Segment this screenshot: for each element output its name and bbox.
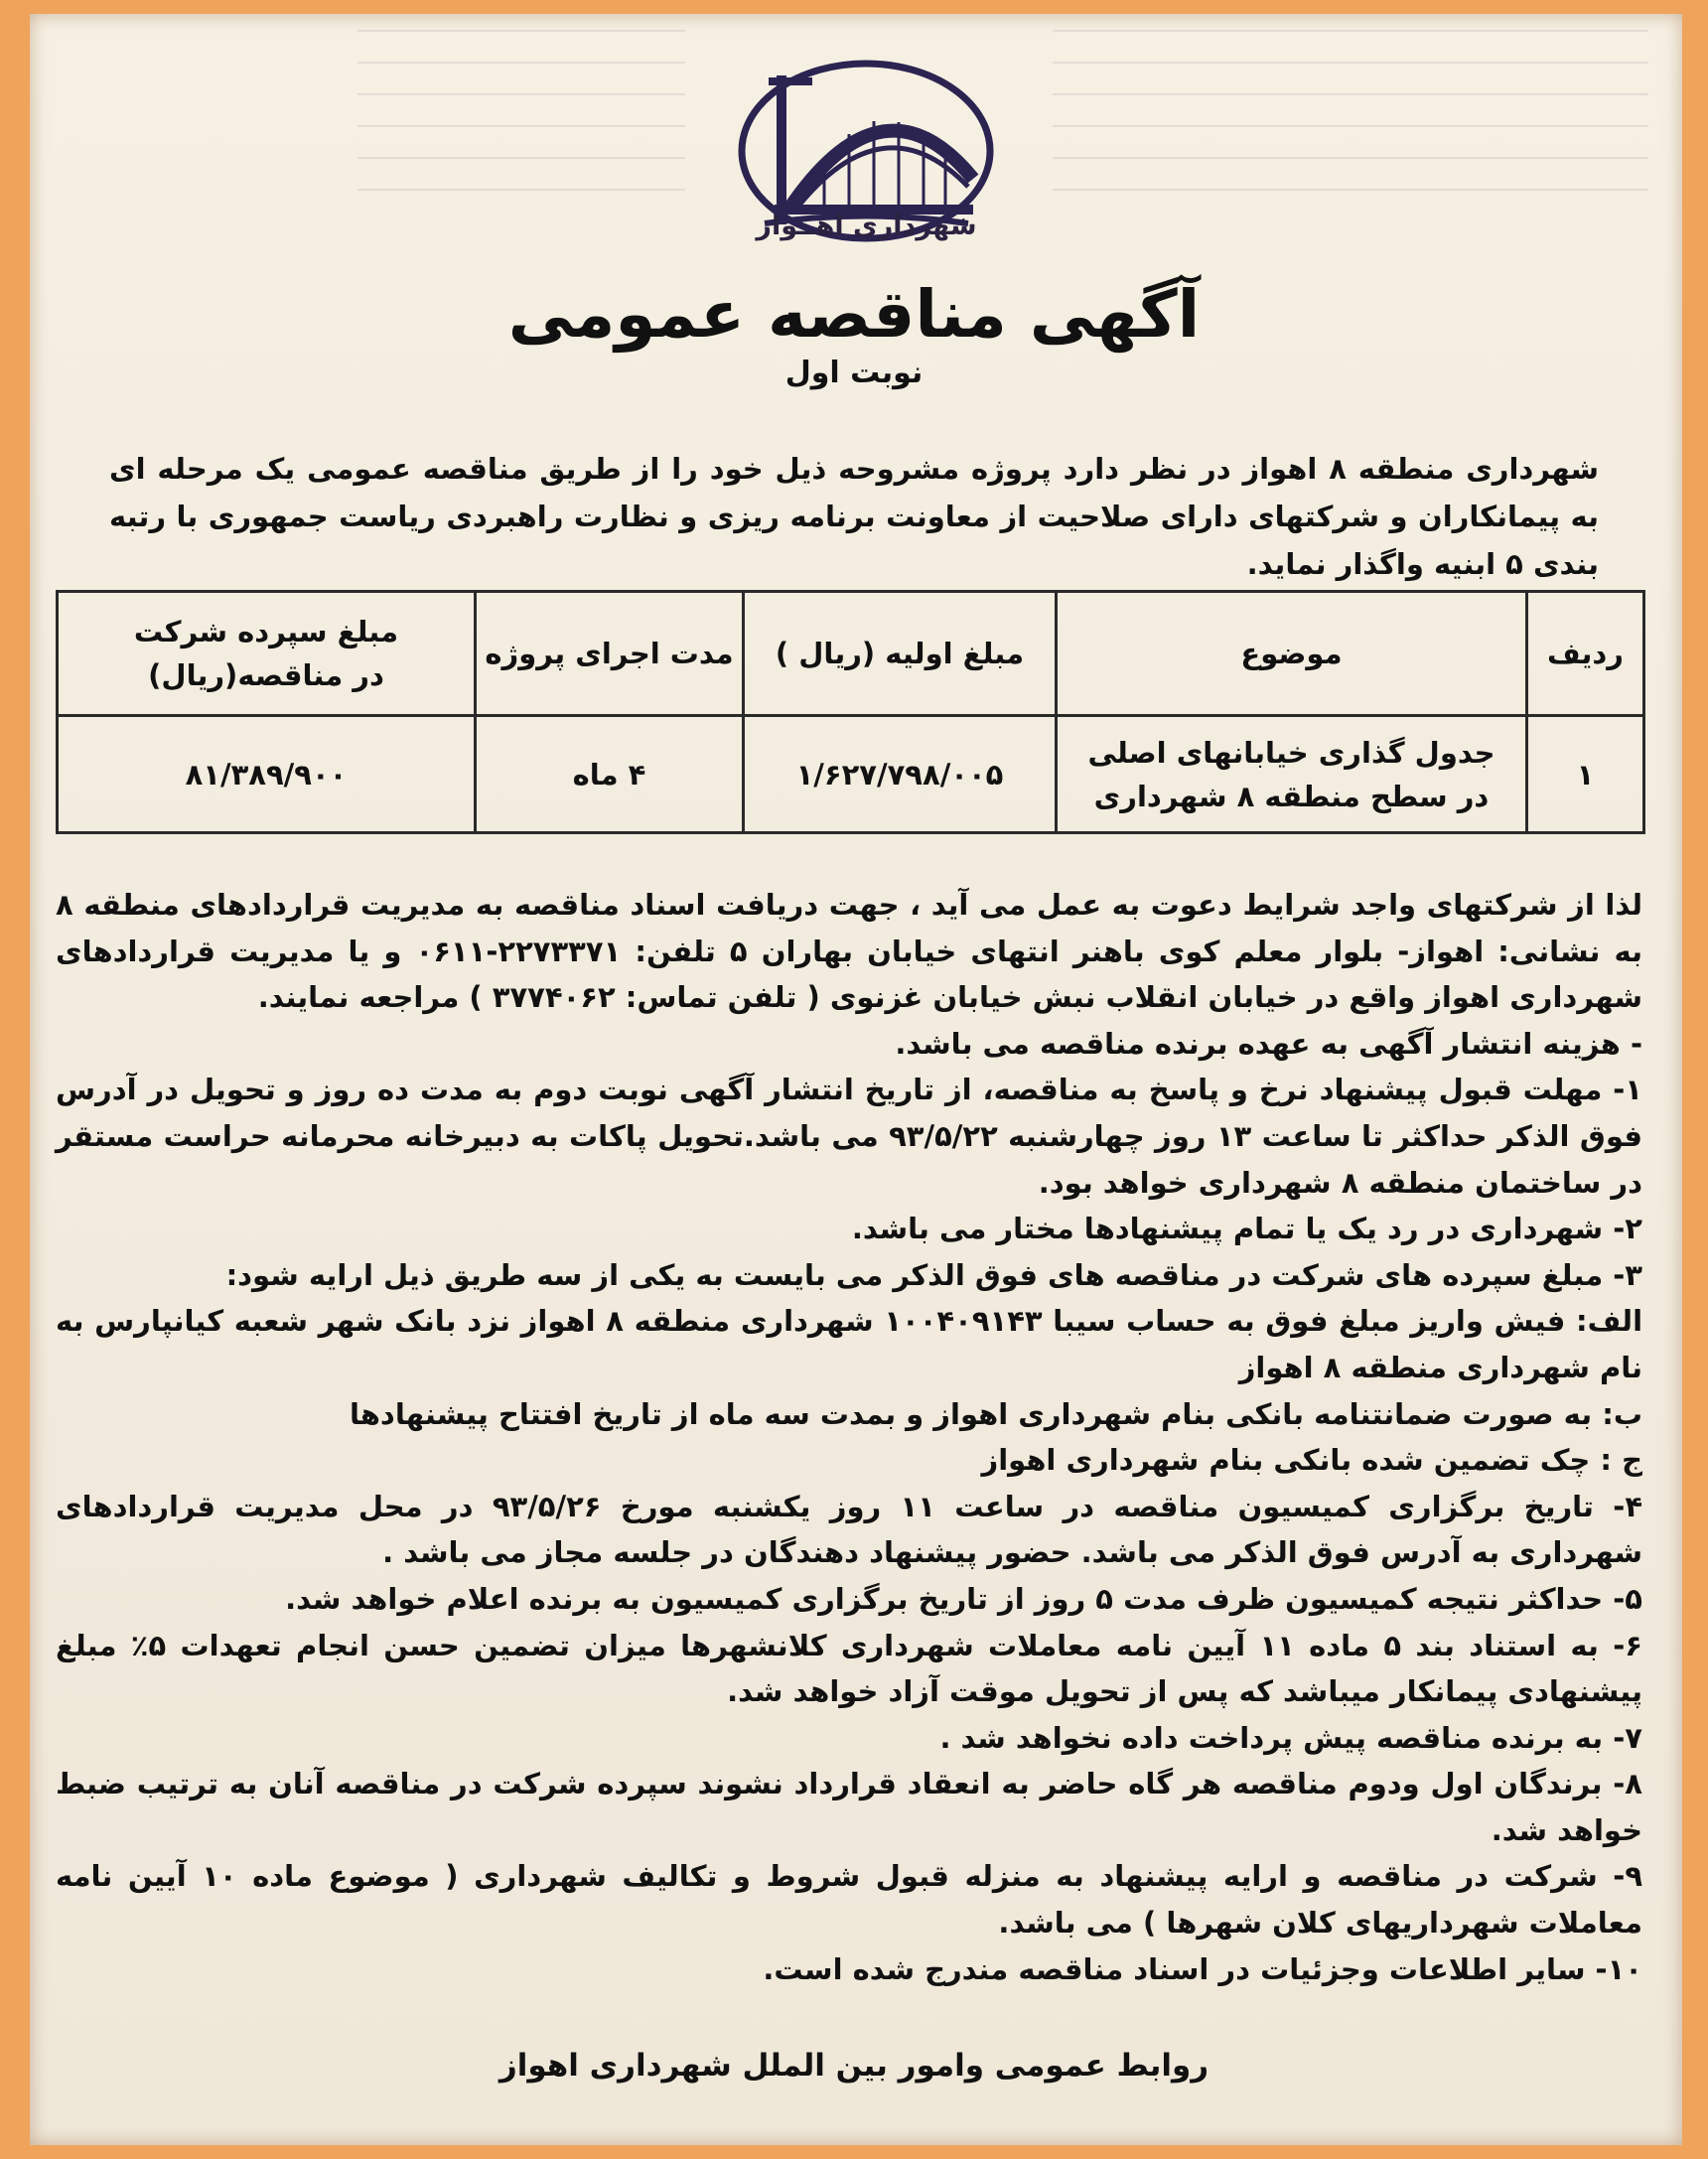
- ad-cost-note: - هزینه انتشار آگهی به عهده برنده مناقصه می باشد.: [895, 1026, 1642, 1061]
- background-bleed-through: [1053, 0, 1648, 209]
- header-deposit: [58, 592, 476, 716]
- list-item: ۲- شهرداری در رد یک یا تمام پیشنهادها مختار می باشد.: [851, 1212, 1642, 1246]
- cell-subject-line1: جدول گذاری خیابانهای اصلی: [1087, 735, 1495, 770]
- cell-deposit: ۸۱/۳۸۹/۹۰۰: [58, 716, 476, 833]
- list-item: الف: فیش واریز مبلغ فوق به حساب سیبا ۱۰۰۴۰۹۱۴۳ شهرداری منطقه ۸ اهواز نزد بانک شهر شعبه کیانپارس به نام شهرداری منطقه ۸ اهواز: [56, 1304, 1643, 1384]
- list-item: ۱۰- سایر اطلاعات وجزئیات در اسناد مناقصه مندرج شده است.: [763, 1951, 1642, 1986]
- list-item: ۱- مهلت قبول پیشنهاد نرخ و پاسخ به مناقصه، از تاریخ انتشار آگهی نوبت دوم به مدت ده روز و تحویل در آدرس فوق الذکر حداکثر تا ساعت ۱۳ روز چهارشنبه ۹۳/۵/۲۲ می باشد.تحویل پاکات به دبیرخانه محرمانه حراست مستقر در ساختمان منطقه ۸ شهرداری خواهد بود.: [56, 1073, 1642, 1200]
- list-item: ب: به صورت ضمانتنامه بانکی بنام شهرداری اهواز و بمدت سه ماه از تاریخ افتتاح پیشنهادها: [349, 1396, 1642, 1431]
- logo-caption: شهرداری اهــواز: [756, 211, 977, 241]
- conditions-text: [56, 882, 1642, 1992]
- cell-duration: ۴ ماه: [476, 716, 744, 833]
- footer-signature: روابط عمومی وامور بین الملل شهرداری اهواز: [498, 2048, 1210, 2084]
- table-header-row: [58, 592, 1644, 716]
- list-item: ج : چک تضمین شده بانکی بنام شهرداری اهواز: [981, 1443, 1642, 1478]
- cell-initial-amount: ۱/۶۲۷/۷۹۸/۰۰۵: [744, 716, 1057, 833]
- cell-row-number: ۱: [1527, 716, 1644, 833]
- table-row: [58, 716, 1644, 833]
- page-subtitle: نوبت اول: [784, 356, 924, 390]
- list-item: ۳- مبلغ سپرده های شرکت در مناقصه های فوق الذکر می بایست به یکی از سه طریق ذیل ارایه شود:: [225, 1257, 1642, 1292]
- list-item: ۷- به برنده مناقصه پیش پرداخت داده نخواهد شد .: [939, 1720, 1642, 1755]
- header-initial-amount: مبلغ اولیه (ریال ): [744, 592, 1057, 716]
- header-subject: موضوع: [1057, 592, 1527, 716]
- header-deposit-line1: مبلغ سپرده شرکت: [133, 615, 399, 648]
- header-row-number: ردیف: [1527, 592, 1644, 716]
- invitation-paragraph: لذا از شرکتهای واجد شرایط دعوت به عمل می آید ، جهت دریافت اسناد مناقصه به مدیریت قراردادهای منطقه ۸ به نشانی: اهواز- بلوار معلم کوی باهنر انتهای خیابان بهاران ۵ تلفن: ۲۲۷۳۳۷۱-۰۶۱۱ و یا مدیریت قراردادهای شهرداری اهواز واقع در خیابان انقلاب نبش خیابان غزنوی ( تلفن تماس: ۳۷۷۴۰۶۲ ) مراجعه نمایند.: [56, 888, 1642, 1015]
- list-item: ۹- شرکت در مناقصه و ارایه پیشنهاد به منزله قبول شروط و تکالیف شهرداری ( موضوع ماده ۱۰ آیین نامه معاملات شهرداریهای کلان شهرها ) می باشد.: [56, 1859, 1643, 1941]
- cell-subject-line2: در سطح منطقه ۸ شهرداری: [1093, 779, 1490, 813]
- list-item: ۸- برندگان اول ودوم مناقصه هر گاه حاضر به انعقاد قرارداد نشوند سپرده شرکت در مناقصه آنان به ترتیب ضبط خواهد شد.: [56, 1767, 1642, 1847]
- tender-table: [56, 590, 1645, 834]
- background-bleed-through: [357, 0, 685, 209]
- header-duration: مدت اجرای پروژه: [476, 592, 744, 716]
- intro-paragraph: شهرداری منطقه ۸ اهواز در نظر دارد پروژه مشروحه ذیل خود را از طریق مناقصه عمومی یک مرحله ای به پیمانکاران و شرکتهای دارای صلاحیت از معاونت برنامه ریزی و نظارت راهبردی ریاست جمهوری با رتبه بندی ۵ ابنیه واگذار نماید.: [109, 452, 1599, 581]
- cell-subject: [1057, 716, 1527, 833]
- page-title: آگهی مناقصه عمومی: [507, 276, 1201, 353]
- list-item: ۶- به استناد بند ۵ ماده ۱۱ آیین نامه معاملات شهرداری کلانشهرها میزان تضمین حسن انجام تعهدات ۵٪ مبلغ پیشنهادی پیمانکار میباشد که پس از تحویل موقت آزاد خواهد شد.: [56, 1628, 1642, 1709]
- list-item: ۵- حداکثر نتیجه کمیسیون ظرف مدت ۵ روز از تاریخ برگزاری کمیسیون به برنده اعلام خواهد شد.: [285, 1581, 1642, 1616]
- header-deposit-line2: در مناقصه(ریال): [148, 658, 384, 692]
- list-item: ۴- تاریخ برگزاری کمیسیون مناقصه در ساعت ۱۱ روز یکشنبه مورخ ۹۳/۵/۲۶ در محل مدیریت قراردادهای شهرداری به آدرس فوق الذکر می باشد. حضور پیشنهاد دهندگان در جلسه مجاز می باشد .: [56, 1489, 1643, 1570]
